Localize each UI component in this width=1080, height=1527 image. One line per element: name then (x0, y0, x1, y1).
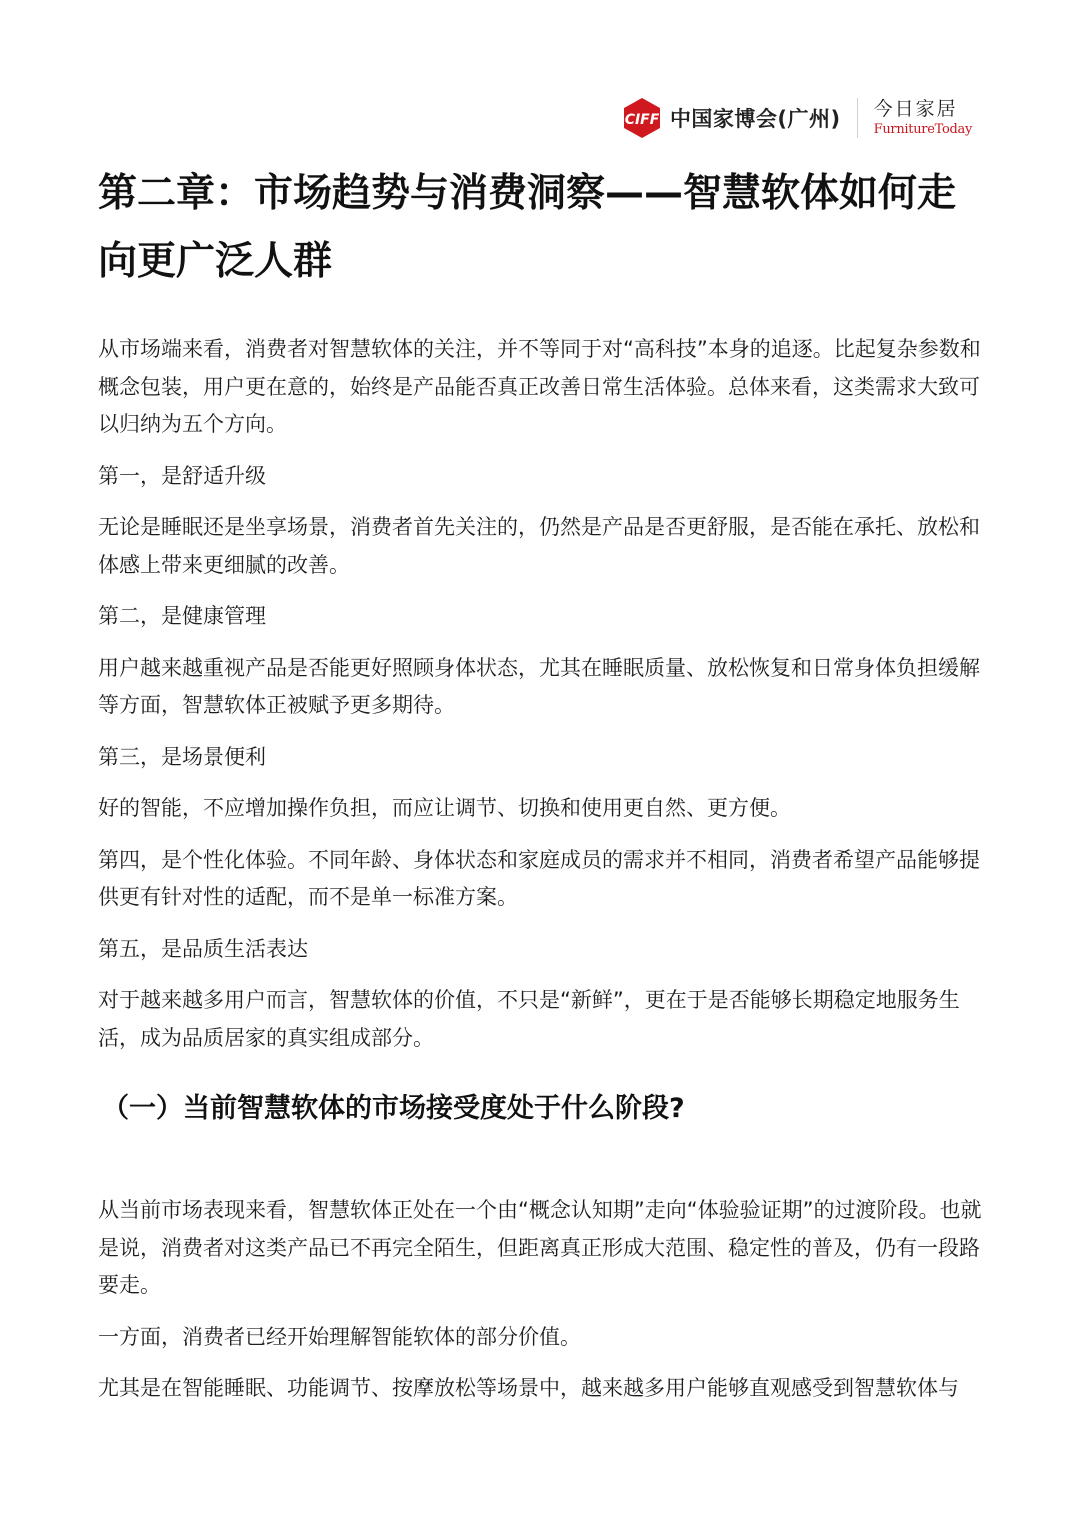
direction-4-paragraph: 第四，是个性化体验。不同年龄、身体状态和家庭成员的需求并不相同，消费者希望产品能够提供更有针对性的适配，而不是单一标准方案。 (98, 847, 980, 909)
chapter-title: 第二章：市场趋势与消费洞察——智慧软体如何走向更广泛人群 (98, 171, 957, 284)
header-divider (857, 98, 858, 138)
direction-2-body: 用户越来越重视产品是否能更好照顾身体状态，尤其在睡眠质量、放松恢复和日常身体负担缓解等方面，智慧软体正被赋予更多期待。 (98, 655, 980, 717)
direction-2-title: 第二，是健康管理 (98, 604, 266, 628)
section-paragraph-2: 一方面，消费者已经开始理解智能软体的部分价值。 (98, 1324, 581, 1349)
section-heading: （一）当前智慧软体的市场接受度处于什么阶段? (102, 1093, 685, 1124)
direction-5-body: 对于越来越多用户而言，智慧软体的价值，不只是“新鲜”，更在于是否能够长期稳定地服务生活，成为品质居家的真实组成部分。 (98, 988, 960, 1050)
document-body (98, 160, 984, 1408)
brand-en: FurnitureToday (873, 122, 972, 137)
direction-5-title: 第五，是品质生活表达 (98, 936, 308, 961)
direction-3-body: 好的智能，不应增加操作负担，而应让调节、切换和使用更自然、更方便。 (98, 796, 791, 820)
intro-paragraph: 从市场端来看，消费者对智慧软体的关注，并不等同于对“高科技”本身的追逐。比起复杂参数和概念包装，用户更在意的，始终是产品能否真正改善日常生活体验。总体来看，这类需求大致可以归纳为五个方向。 (98, 337, 981, 436)
brand-cn: 今日家居 (873, 98, 958, 120)
direction-1-body: 无论是睡眠还是坐享场景，消费者首先关注的，仍然是产品是否更舒服，是否能在承托、放松和体感上带来更细腻的改善。 (98, 515, 980, 577)
section-paragraph-3: 尤其是在智能睡眠、功能调节、按摩放松等场景中，越来越多用户能够直观感受到智慧软体与 (98, 1376, 959, 1400)
direction-1-title: 第一，是舒适升级 (98, 463, 266, 488)
ciff-logo-icon (621, 97, 663, 139)
org-name: 中国家博会(广州) (669, 107, 841, 131)
section-paragraph-1: 从当前市场表现来看，智慧软体正处在一个由“概念认知期”走向“体验验证期”的过渡阶段。也就是说，消费者对这类产品已不再完全陌生，但距离真正形成大范围、稳定性的普及，仍有一段路要走。 (98, 1198, 982, 1297)
page-header (621, 92, 972, 144)
svg-text:CIFF: CIFF (624, 112, 660, 128)
furniture-today-logo (874, 100, 972, 136)
direction-3-title: 第三，是场景便利 (98, 744, 266, 769)
